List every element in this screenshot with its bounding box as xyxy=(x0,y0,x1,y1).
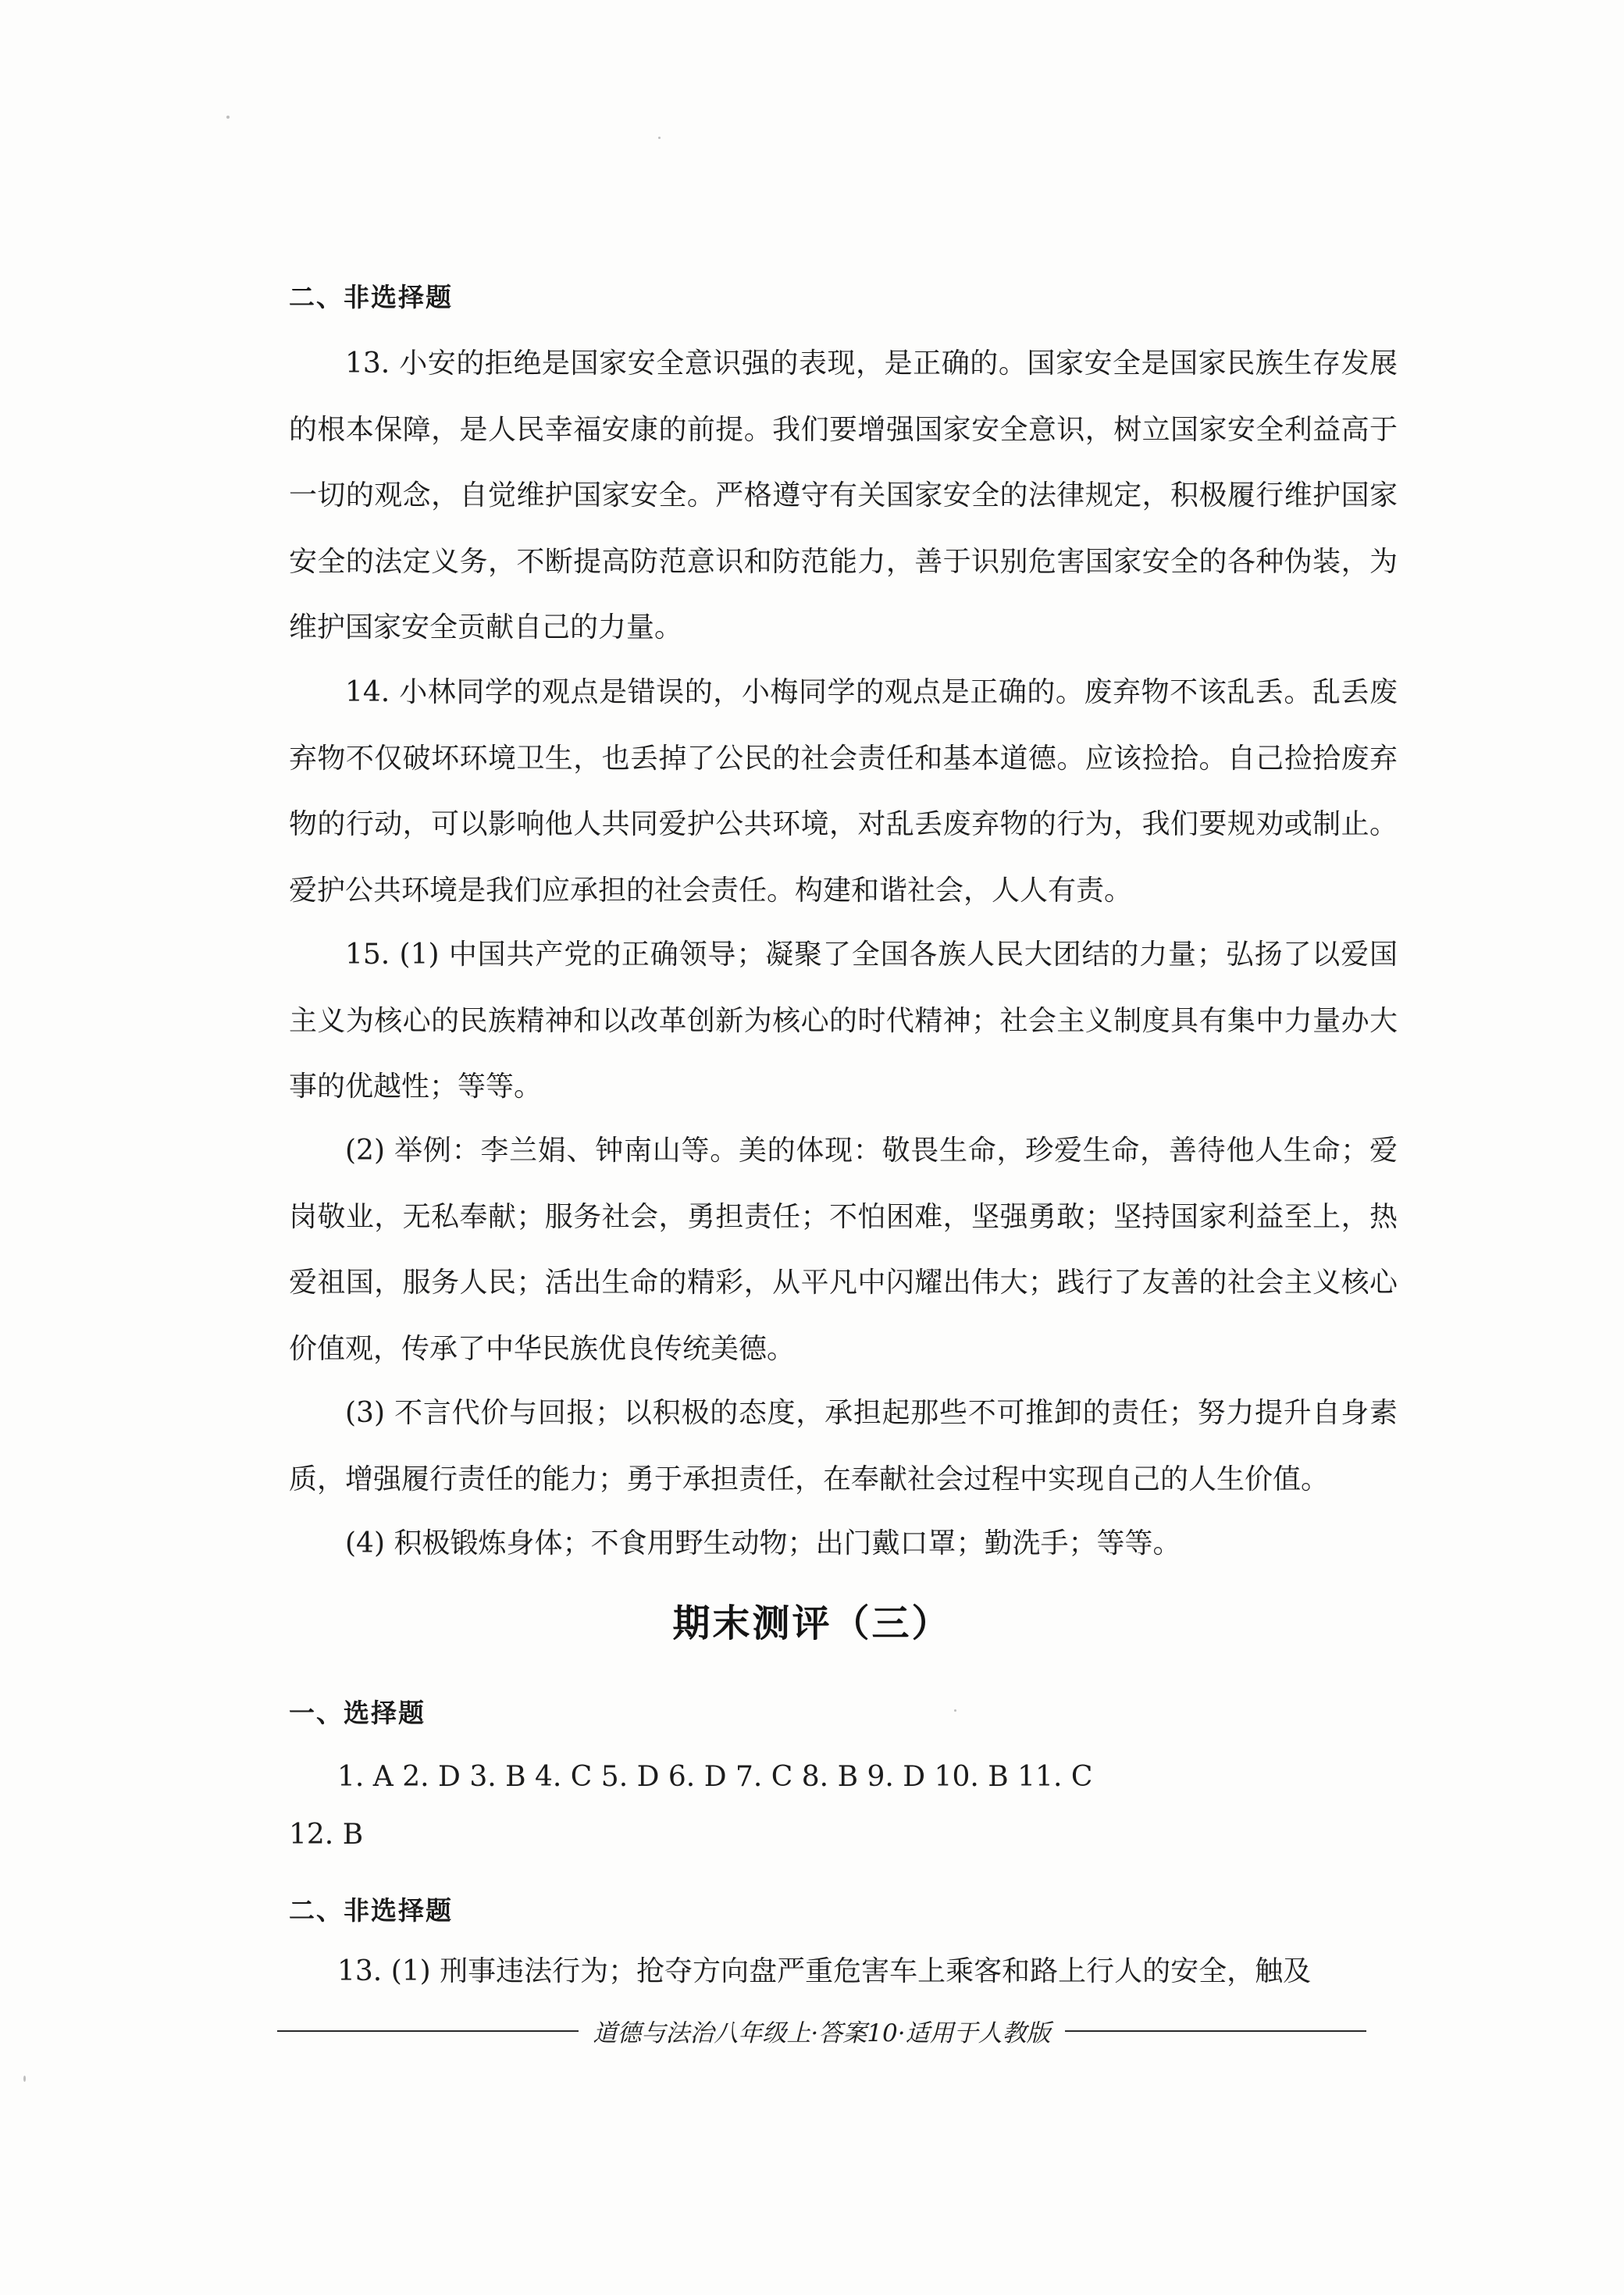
section-heading-non-choice: 二、非选择题 xyxy=(289,282,453,312)
answer-q13-part-2: 13. (1) 刑事违法行为；抢夺方向盘严重危害车上乘客和路上行人的安全，触及 xyxy=(337,1955,1312,1987)
answer-q14: 14. 小林同学的观点是错误的，小梅同学的观点是正确的。废弃物不该乱丢。乱丢废弃物不仅破坏环境卫生，也丢掉了公民的社会责任和基本道德。应该捡拾。自己捡拾废弃物的行动，可以影响他人共同爱护公共环境，对乱丢废弃物的行为，我们要规劝或制止。爱护公共环境是我们应承担的社会责任。构建和谐社会，人人有责。 xyxy=(289,676,1398,907)
footer-rule-left xyxy=(277,2030,579,2032)
choice-answers-line-2: 12. B xyxy=(289,1819,364,1851)
answer-q13: 13. 小安的拒绝是国家安全意识强的表现，是正确的。国家安全是国家民族生存发展的根本保障，是人民幸福安康的前提。我们要增强国家安全意识，树立国家安全利益高于一切的观念，自觉维护国家安全。严格遵守有关国家安全的法律规定，积极履行维护国家安全的法定义务，不断提高防范意识和防范能力，善于识别危害国家安全的各种伪装，为维护国家安全贡献自己的力量。 xyxy=(289,347,1398,643)
footer-rule-right xyxy=(1065,2030,1366,2032)
page-footer xyxy=(277,2013,1366,2048)
answer-q15-1: 15. (1) 中国共产党的正确领导；凝聚了全国各族人民大团结的力量；弘扬了以爱国主义为核心的民族精神和以改革创新为核心的时代精神；社会主义制度具有集中力量办大事的优越性；等等。 xyxy=(289,939,1398,1103)
scan-speck xyxy=(226,116,230,119)
choice-answers-line-1: 1. A 2. D 3. B 4. C 5. D 6. D 7. C 8. B 9. D 10. B 11. C xyxy=(337,1761,1093,1793)
section-title: 期末测评（三） xyxy=(672,1602,952,1645)
answer-q15-3: (3) 不言代价与回报；以积极的态度，承担起那些不可推卸的责任；努力提升自身素质，增强履行责任的能力；勇于承担责任，在奉献社会过程中实现自己的人生价值。 xyxy=(289,1397,1398,1495)
footer-text: 道德与法治八年级上·答案10·适用于人教版 xyxy=(593,2019,1051,2047)
scan-speck xyxy=(23,2076,26,2082)
scan-speck xyxy=(658,137,661,139)
answer-q15-2: (2) 举例：李兰娟、钟南山等。美的体现：敬畏生命，珍爱生命，善待他人生命；爱岗敬业，无私奉献；服务社会，勇担责任；不怕困难，坚强勇敢；坚持国家利益至上，热爱祖国，服务人民；活出生命的精彩，从平凡中闪耀出伟大；践行了友善的社会主义核心价值观，传承了中华民族优良传统美德。 xyxy=(289,1135,1398,1365)
section-heading-choice: 一、选择题 xyxy=(289,1698,426,1728)
answer-q15-4: (4) 积极锻炼身体；不食用野生动物；出门戴口罩；勤洗手；等等。 xyxy=(345,1527,1181,1559)
section-heading-non-choice-2: 二、非选择题 xyxy=(289,1895,453,1926)
